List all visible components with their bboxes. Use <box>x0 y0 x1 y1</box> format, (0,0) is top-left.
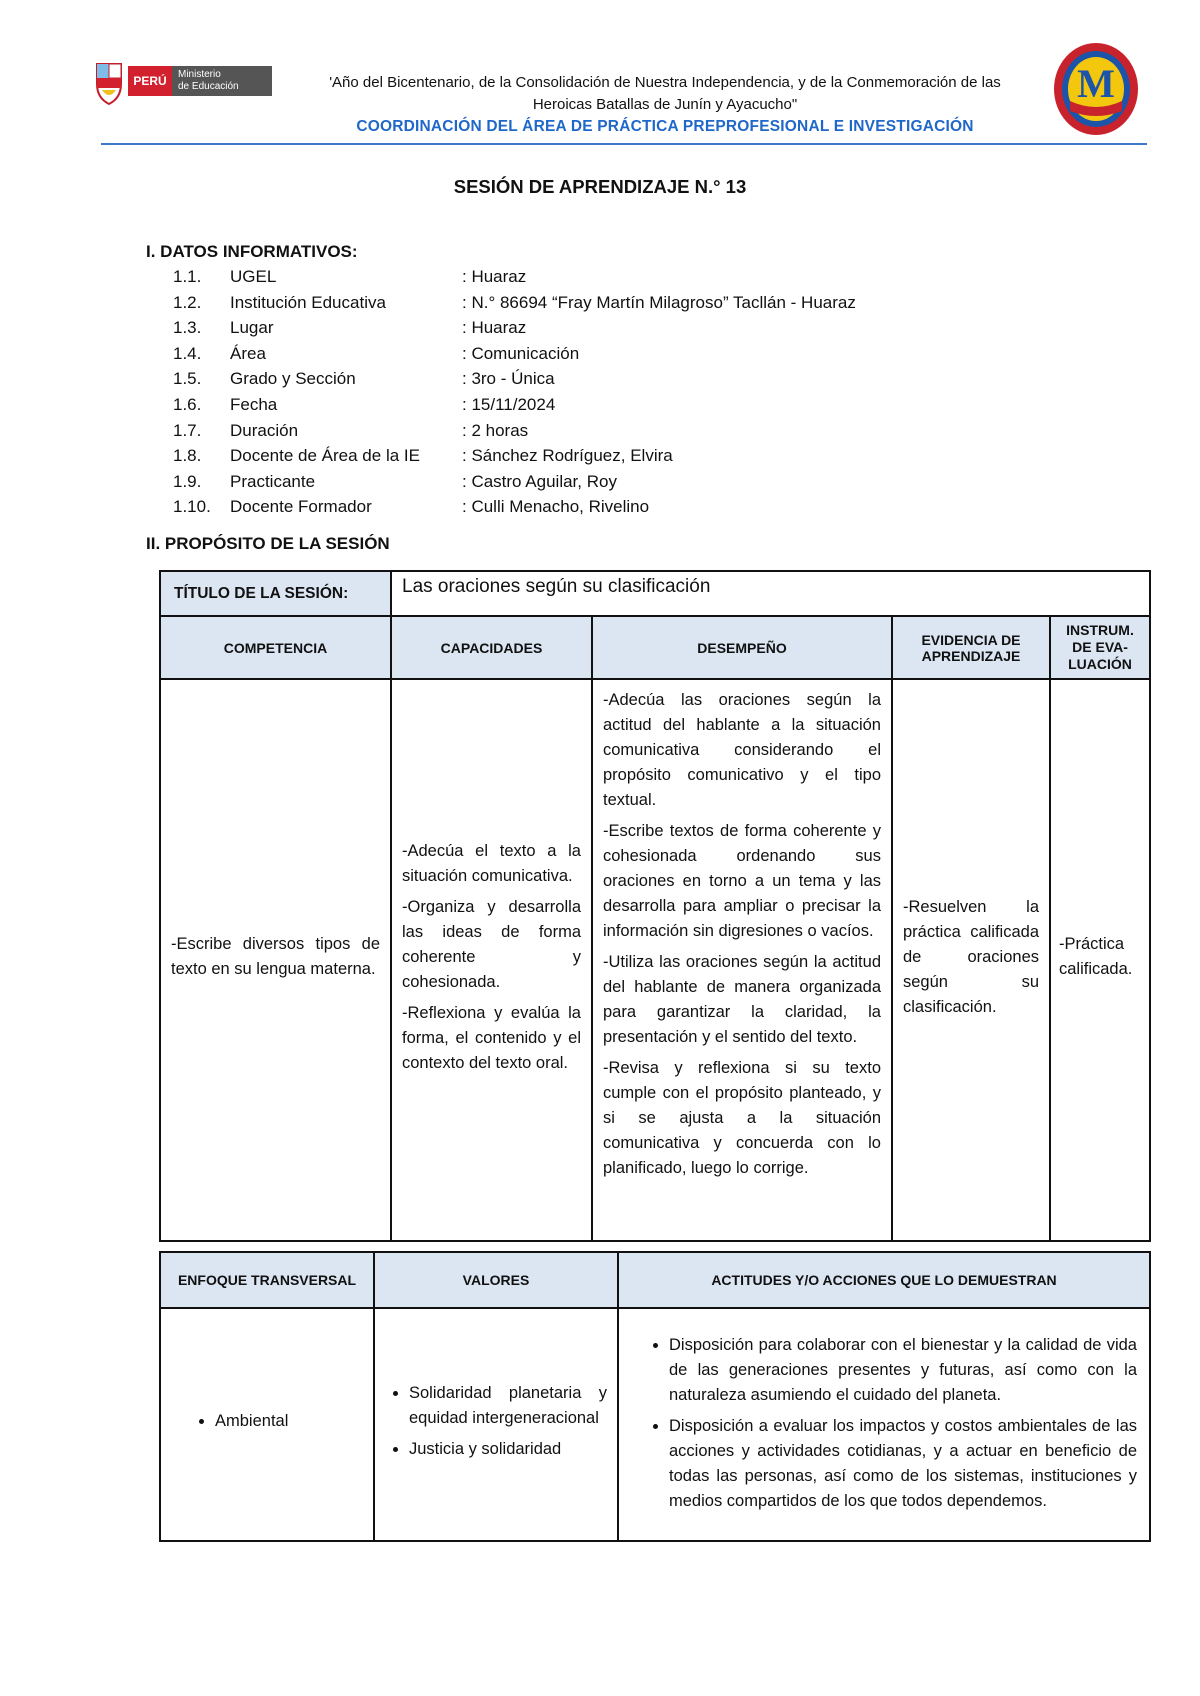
info-value: : 2 horas <box>462 420 529 440</box>
actitud-item: • Disposición para colaborar con el bienestar y la calidad de vida de las generaciones presentes y futuras, así como con la naturaleza asumiendo el cuidado del planeta. <box>669 1333 1137 1408</box>
actitud-item: • Disposición a evaluar los impactos y costos ambientales de las acciones y actividades cotidianas, y a actuar en beneficio de todas las personas, así como de los sistemas, instituciones y medios compartidos de los que todos dependemos. <box>669 1414 1137 1514</box>
info-number: 1.3. <box>173 318 202 338</box>
col-actitudes: ACTITUDES Y/O ACCIONES QUE LO DEMUESTRAN <box>618 1252 1150 1308</box>
instrumento-cell <box>1050 679 1150 1241</box>
info-number: 1.5. <box>173 369 202 389</box>
ministry-name-line2: de Educación <box>178 81 239 92</box>
info-label: Duración <box>230 420 299 440</box>
enfoque-cell <box>160 1308 374 1541</box>
enfoque-table <box>159 1251 1151 1542</box>
competencia-cell <box>160 679 391 1241</box>
evidencia-text: -Resuelven la práctica calificada de oraciones según su clasificación. <box>903 897 1039 1016</box>
info-value: : N.° 86694 “Fray Martín Milagroso” Tacllán - Huaraz <box>462 292 856 312</box>
info-label: Área <box>230 343 266 363</box>
desempeno-cell <box>592 679 892 1241</box>
session-title-row <box>160 571 1150 616</box>
desempeno-item: -Utiliza las oraciones según la actitud del hablante de manera organizada para garantizar la claridad, la presentación y el sentido del texto. <box>603 953 881 1046</box>
info-value: : Culli Menacho, Rivelino <box>462 497 650 517</box>
info-value: : 15/11/2024 <box>462 395 556 414</box>
info-number: 1.10. <box>173 497 211 517</box>
enfoque-header-row <box>160 1252 1150 1308</box>
info-label: Lugar <box>230 318 274 338</box>
peru-badge: PERÚ <box>128 66 172 96</box>
info-value: : Comunicación <box>462 343 580 363</box>
info-number: 1.6. <box>173 395 202 414</box>
col-competencia: COMPETENCIA <box>160 616 391 679</box>
section-datos-heading: I. DATOS INFORMATIVOS: <box>146 242 358 261</box>
competencia-text: -Escribe diversos tipos de texto en su lengua materna. <box>171 935 380 978</box>
col-evidencia: EVIDENCIA DE APRENDIZAJE <box>892 616 1050 679</box>
capacidad-item: -Organiza y desarrolla las ideas de forma coherente y cohesionada. <box>402 897 581 991</box>
info-value: : Huaraz <box>462 267 527 286</box>
session-title-value: Las oraciones según su clasificación <box>391 571 1150 616</box>
instrumento-text: -Práctica calificada. <box>1059 935 1133 978</box>
capacidad-item: -Reflexiona y evalúa la forma, el contenido y el contexto del texto oral. <box>402 1003 581 1072</box>
info-number: 1.2. <box>173 292 202 312</box>
col-instrumento: INSTRUM. DE EVA-LUACIÓN <box>1050 616 1150 679</box>
enfoque-item: • Ambiental <box>215 1409 363 1434</box>
info-label: Docente de Área de la IE <box>230 446 420 466</box>
desempeno-item: -Revisa y reflexiona si su texto cumple con el propósito planteado, y si se ajusta a la situación comunicativa y concuerda con lo planificado, luego lo corrige. <box>603 1059 881 1177</box>
institution-logo-icon <box>1048 41 1144 137</box>
valor-item: • Justicia y solidaridad <box>409 1437 607 1462</box>
capacidades-cell <box>391 679 592 1241</box>
peru-coat-of-arms-icon <box>93 58 125 106</box>
col-valores: VALORES <box>374 1252 618 1308</box>
evidencia-cell <box>892 679 1050 1241</box>
page-title: SESIÓN DE APRENDIZAJE N.° 13 <box>453 176 747 197</box>
purpose-table <box>159 570 1151 1242</box>
ministry-badge <box>172 66 272 96</box>
enfoque-content-row <box>160 1308 1150 1541</box>
logo-letter: M <box>1077 61 1115 106</box>
motto-line1: 'Año del Bicentenario, de la Consolidación de Nuestra Independencia, y de la Conmemoración de las <box>329 74 1001 91</box>
info-value: : Castro Aguilar, Roy <box>462 471 617 491</box>
section-proposito-heading: II. PROPÓSITO DE LA SESIÓN <box>146 534 390 553</box>
info-value: : Sánchez Rodríguez, Elvira <box>462 446 673 466</box>
valor-item: • Solidaridad planetaria y equidad intergeneracional <box>409 1381 607 1431</box>
info-label: UGEL <box>230 267 277 286</box>
info-value: : Huaraz <box>462 318 527 338</box>
coordination-heading: COORDINACIÓN DEL ÁREA DE PRÁCTICA PREPROFESIONAL E INVESTIGACIÓN <box>356 118 974 135</box>
header-divider <box>101 143 1147 145</box>
session-title-label: TÍTULO DE LA SESIÓN: <box>160 571 391 616</box>
info-number: 1.7. <box>173 420 202 440</box>
year-motto <box>285 72 1045 116</box>
info-label: Docente Formador <box>230 497 372 517</box>
desempeno-item: -Escribe textos de forma coherente y cohesionada ordenando sus oraciones en torno a un tema y las desarrolla para ampliar o precisar la información sin digresiones o vacíos. <box>603 822 881 940</box>
motto-line2: Heroicas Batallas de Junín y Ayacucho" <box>532 96 798 113</box>
info-number: 1.4. <box>173 343 202 363</box>
capacidad-item: -Adecúa el texto a la situación comunicativa. <box>402 841 581 885</box>
info-value: : 3ro - Única <box>462 369 555 389</box>
actitudes-cell <box>618 1308 1150 1541</box>
valores-cell <box>374 1308 618 1541</box>
info-number: 1.8. <box>173 446 202 466</box>
purpose-content-row <box>160 679 1150 1241</box>
col-enfoque: ENFOQUE TRANSVERSAL <box>160 1252 374 1308</box>
purpose-header-row <box>160 616 1150 679</box>
info-number: 1.1. <box>173 267 202 286</box>
col-desempeno: DESEMPEÑO <box>592 616 892 679</box>
info-label: Practicante <box>230 471 316 491</box>
desempeno-item: -Adecúa las oraciones según la actitud del hablante a la situación comunicativa considerando el propósito comunicativo y el tipo textual. <box>603 691 881 809</box>
info-label: Grado y Sección <box>230 369 356 389</box>
info-number: 1.9. <box>173 471 202 491</box>
info-label: Institución Educativa <box>230 292 386 312</box>
col-capacidades: CAPACIDADES <box>391 616 592 679</box>
ministry-name-line1: Ministerio <box>178 69 221 80</box>
info-label: Fecha <box>230 395 278 414</box>
